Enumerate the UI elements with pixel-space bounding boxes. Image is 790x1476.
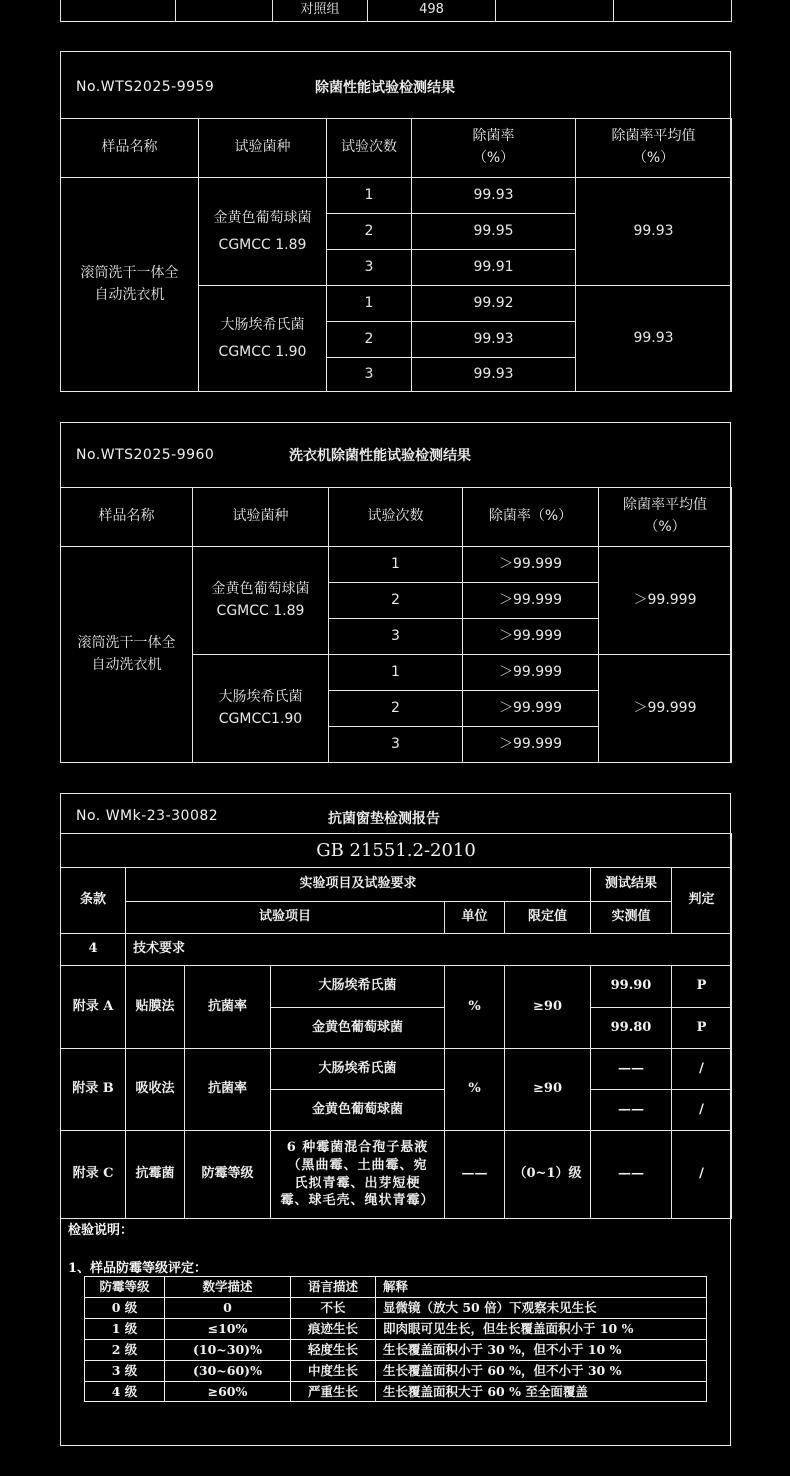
appA-value-1: 99.90: [591, 966, 672, 1008]
appB-strain-2: 金黄色葡萄球菌: [271, 1090, 445, 1131]
table1-strain-1: 金黄色葡萄球菌 CGMCC 1.89: [199, 178, 327, 286]
table1-run: 2: [327, 322, 412, 358]
table2-header-avg: 除菌率平均值 （%）: [599, 488, 732, 547]
table1-header-avg: 除菌率平均值 （%）: [576, 119, 732, 178]
control-group-label: 对照组: [273, 0, 368, 22]
grade-header: 语言描述: [291, 1277, 376, 1298]
note-1: 1、样品防霉等级评定：: [68, 1261, 208, 1276]
grade-cell: 生长覆盖面积大于 60 % 至全面覆盖: [376, 1382, 707, 1402]
appA-unit: %: [445, 966, 505, 1049]
appA-limit: ≥90: [505, 966, 591, 1049]
table3-header-judge: 判定: [672, 868, 732, 934]
grade-cell: 即肉眼可见生长，但生长覆盖面积小于 10 %: [376, 1319, 707, 1340]
grade-cell: 不长: [291, 1298, 376, 1319]
appC-value: ——: [591, 1131, 672, 1219]
table2-rate: ＞99.999: [463, 547, 599, 583]
table1-run: 3: [327, 250, 412, 286]
table3-header-item: 试验项目: [126, 902, 445, 934]
grade-cell: (10~30)%: [165, 1340, 291, 1361]
grade-header: 防霉等级: [85, 1277, 165, 1298]
table2-avg-2: ＞99.999: [599, 655, 732, 763]
table1-rate: 99.95: [412, 214, 576, 250]
grade-cell: 生长覆盖面积小于 30 %，但不小于 10 %: [376, 1340, 707, 1361]
table2-title: 洗衣机除菌性能试验检测结果: [289, 448, 471, 464]
grade-cell: 0 级: [85, 1298, 165, 1319]
table3-row4-clause: 4: [61, 934, 126, 966]
appA-strain-2: 金黄色葡萄球菌: [271, 1008, 445, 1049]
table3-standard: GB 21551.2-2010: [61, 834, 732, 868]
table1-header-strain: 试验菌种: [199, 119, 327, 178]
grade-cell: 4 级: [85, 1382, 165, 1402]
appB-limit: ≥90: [505, 1049, 591, 1131]
appA-strain-1: 大肠埃希氏菌: [271, 966, 445, 1008]
appB-strain-1: 大肠埃希氏菌: [271, 1049, 445, 1090]
table2-run: 3: [329, 727, 463, 763]
appB-unit: %: [445, 1049, 505, 1131]
grade-cell: 2 级: [85, 1340, 165, 1361]
table2-rate: ＞99.999: [463, 619, 599, 655]
grade-cell: 3 级: [85, 1361, 165, 1382]
table1-report-number: No.WTS2025-9959: [76, 79, 215, 95]
table2: [60, 487, 732, 763]
grade-cell: 1 级: [85, 1319, 165, 1340]
table2-strain-1: 金黄色葡萄球菌 CGMCC 1.89: [193, 547, 329, 655]
grade-header: 解释: [376, 1277, 707, 1298]
grade-header: 数学描述: [165, 1277, 291, 1298]
table2-sample-name: 滚筒洗干一体全 自动洗衣机: [61, 547, 193, 763]
top-cell: [614, 0, 732, 22]
table3: [60, 833, 732, 1219]
table1-run: 1: [327, 178, 412, 214]
table3-report-number: No. WMk-23-30082: [76, 808, 219, 824]
table1-title: 除菌性能试验检测结果: [315, 80, 455, 96]
table2-report-number: No.WTS2025-9960: [76, 447, 215, 463]
table1-run: 2: [327, 214, 412, 250]
table1-rate: 99.93: [412, 178, 576, 214]
table1-run: 3: [327, 358, 412, 392]
top-cell: [61, 0, 176, 22]
table2-run: 2: [329, 583, 463, 619]
table1-avg-1: 99.93: [576, 178, 732, 286]
appB-property: 抗菌率: [185, 1049, 271, 1131]
table1-avg-2: 99.93: [576, 286, 732, 392]
appB-judge-1: /: [672, 1049, 732, 1090]
grade-cell: (30~60)%: [165, 1361, 291, 1382]
appB-value-1: ——: [591, 1049, 672, 1090]
table2-run: 1: [329, 547, 463, 583]
table3-header-measured: 实测值: [591, 902, 672, 934]
table2-rate: ＞99.999: [463, 583, 599, 619]
appB-method: 吸收法: [126, 1049, 185, 1131]
table2-rate: ＞99.999: [463, 655, 599, 691]
table3-title: 抗菌窗垫检测报告: [328, 811, 440, 827]
table3-header-items: 实验项目及试验要求: [126, 868, 591, 902]
appA-property: 抗菌率: [185, 966, 271, 1049]
appA-method: 贴膜法: [126, 966, 185, 1049]
grade-cell: 严重生长: [291, 1382, 376, 1402]
table3-header-result: 测试结果: [591, 868, 672, 902]
grade-cell: ≤10%: [165, 1319, 291, 1340]
table3-header-unit: 单位: [445, 902, 505, 934]
table2-strain-2: 大肠埃希氏菌 CGMCC1.90: [193, 655, 329, 763]
top-cell: [496, 0, 614, 22]
grade-cell: 轻度生长: [291, 1340, 376, 1361]
table2-rate: ＞99.999: [463, 727, 599, 763]
mold-grade-table: [84, 1276, 707, 1402]
table3-header-clause: 条款: [61, 868, 126, 934]
table3-row4-label: 技术要求: [126, 934, 732, 966]
table2-run: 3: [329, 619, 463, 655]
table1-sample-name: 滚筒洗干一体全 自动洗衣机: [61, 178, 199, 392]
appC-unit: ——: [445, 1131, 505, 1219]
table1-header-sample: 样品名称: [61, 119, 199, 178]
table2-header-rate: 除菌率（%）: [463, 488, 599, 547]
table1-rate: 99.91: [412, 250, 576, 286]
grade-cell: 生长覆盖面积小于 60 %，但不小于 30 %: [376, 1361, 707, 1382]
table1-rate: 99.93: [412, 322, 576, 358]
appB-value-2: ——: [591, 1090, 672, 1131]
table2-avg-1: ＞99.999: [599, 547, 732, 655]
table1-run: 1: [327, 286, 412, 322]
appA-value-2: 99.80: [591, 1008, 672, 1049]
top-partial-table: [60, 0, 732, 22]
appA-clause: 附录 A: [61, 966, 126, 1049]
table2-header-strain: 试验菌种: [193, 488, 329, 547]
grade-cell: 0: [165, 1298, 291, 1319]
table1-strain-2: 大肠埃希氏菌 CGMCC 1.90: [199, 286, 327, 392]
appC-description: 6 种霉菌混合孢子悬液 （黑曲霉、土曲霉、宛 氏拟青霉、出芽短梗 霉、球毛壳、绳状青霉）: [271, 1131, 445, 1219]
grade-cell: 中度生长: [291, 1361, 376, 1382]
table1: [60, 118, 732, 392]
table2-header-sample: 样品名称: [61, 488, 193, 547]
notes-title: 检验说明：: [68, 1223, 134, 1238]
grade-cell: 痕迹生长: [291, 1319, 376, 1340]
appC-limit: （0~1）级: [505, 1131, 591, 1219]
table1-header-runs: 试验次数: [327, 119, 412, 178]
table1-header-rate: 除菌率 （%）: [412, 119, 576, 178]
table2-header-runs: 试验次数: [329, 488, 463, 547]
appA-judge-2: P: [672, 1008, 732, 1049]
appB-judge-2: /: [672, 1090, 732, 1131]
appC-property: 防霉等级: [185, 1131, 271, 1219]
grade-cell: 显微镜（放大 50 倍）下观察未见生长: [376, 1298, 707, 1319]
appB-clause: 附录 B: [61, 1049, 126, 1131]
table3-header-limit: 限定值: [505, 902, 591, 934]
appC-clause: 附录 C: [61, 1131, 126, 1219]
appA-judge-1: P: [672, 966, 732, 1008]
appC-method: 抗霉菌: [126, 1131, 185, 1219]
table2-rate: ＞99.999: [463, 691, 599, 727]
appC-judge: /: [672, 1131, 732, 1219]
table2-run: 1: [329, 655, 463, 691]
table2-run: 2: [329, 691, 463, 727]
table1-rate: 99.93: [412, 358, 576, 392]
table1-rate: 99.92: [412, 286, 576, 322]
control-group-value: 498: [368, 0, 496, 22]
grade-cell: ≥60%: [165, 1382, 291, 1402]
top-cell: [176, 0, 273, 22]
